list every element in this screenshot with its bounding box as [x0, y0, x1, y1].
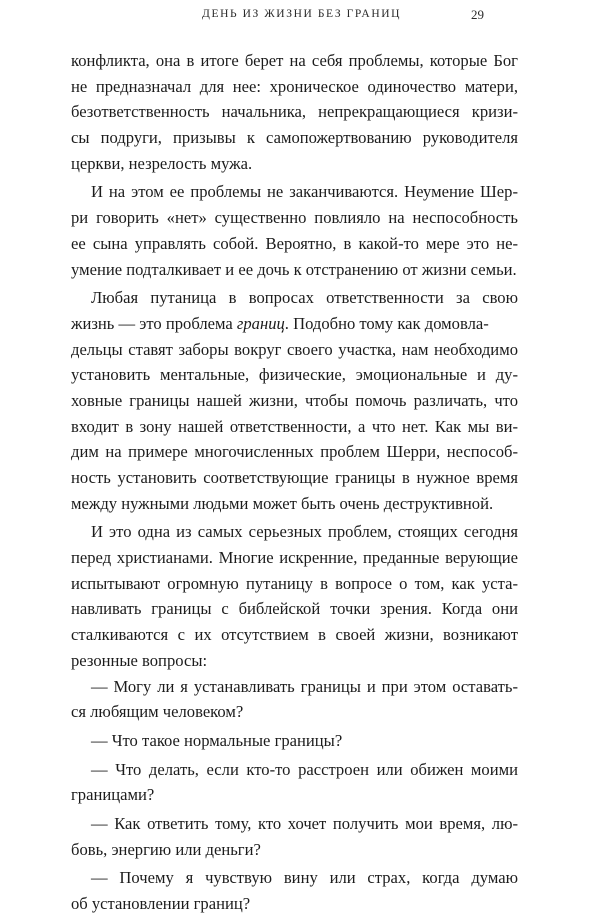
text-line: сы подруги, призывы к самопожертвованию руководителя [71, 128, 518, 148]
text-line: сталкиваются с их отсутствием в своей жизни, возникают [71, 625, 518, 645]
text-line: церкви, незрелость мужа. [71, 153, 253, 173]
question-line: границами? [71, 785, 155, 805]
question-line: — Могу ли я устанавливать границы и при этом оставать- [91, 676, 518, 696]
question-line: — Почему я чувствую вину или страх, когда думаю [91, 868, 518, 888]
text-line: И на этом ее проблемы не заканчиваются. Неумение Шер- [91, 182, 518, 202]
question-line: об установлении границ? [71, 894, 251, 913]
text-line: дельцы ставят заборы вокруг своего участка, нам необходимо [71, 339, 518, 359]
text-line: ее сына управлять собой. Вероятно, в какой-то мере это не- [71, 233, 518, 253]
text-line: между нужными людьми может быть очень деструктивной. [71, 493, 494, 513]
question-line: бовь, энергию или деньги? [71, 839, 261, 859]
text-line: испытывают огромную путаницу в вопросе о том, как уста- [71, 573, 518, 593]
question-line: — Что такое нормальные границы? [91, 730, 343, 750]
running-header [0, 6, 600, 26]
text-line-with-emphasis [71, 311, 518, 337]
text-line: дим на примере многочисленных проблем Шерри, неспособ- [71, 442, 518, 462]
text-line: перед христианами. Многие искренние, преданные верующие [71, 548, 518, 568]
text-segment: жизнь — это проблема [71, 313, 237, 333]
text-line: безответственность начальника, непрекращающиеся кризи- [71, 102, 518, 122]
text-line: умение подталкивает и ее дочь к отстранению от жизни семьи. [71, 259, 517, 279]
page-number: 29 [471, 7, 484, 22]
question-line: ся любящим человеком? [71, 702, 244, 722]
text-segment: . Подобно тому как домовла- [284, 313, 489, 333]
question-line: — Что делать, если кто-то расстроен или обижен моими [91, 759, 518, 779]
question-line: — Как ответить тому, кто хочет получить мои время, лю- [91, 813, 518, 833]
text-line: навливать границы с библейской точки зрения. Когда они [71, 599, 518, 619]
text-line: конфликта, она в итоге берет на себя проблемы, которые Бог [71, 51, 518, 70]
emphasis-word: границ [236, 313, 285, 333]
text-line: Любая путаница в вопросах ответственности за свою [91, 288, 518, 308]
text-line: установить ментальные, физические, эмоциональные и ду- [71, 365, 518, 385]
text-line: входит в зону нашей ответственности, а что нет. Как мы ви- [71, 416, 518, 436]
text-line: ри говорить «нет» существенно повлияло на неспособность [71, 208, 518, 228]
running-title: ДЕНЬ ИЗ ЖИЗНИ БЕЗ ГРАНИЦ [202, 8, 402, 20]
text-line: не предназначал для нее: хроническое одиночество матери, [71, 76, 518, 96]
text-line: И это одна из самых серьезных проблем, стоящих сегодня [91, 522, 518, 542]
body-text [71, 48, 518, 917]
text-line: ховные границы нашей жизни, чтобы помочь различать, что [71, 390, 518, 410]
text-line: ность установить соответствующие границы в нужное время [71, 468, 518, 487]
text-line: резонные вопросы: [71, 650, 208, 670]
